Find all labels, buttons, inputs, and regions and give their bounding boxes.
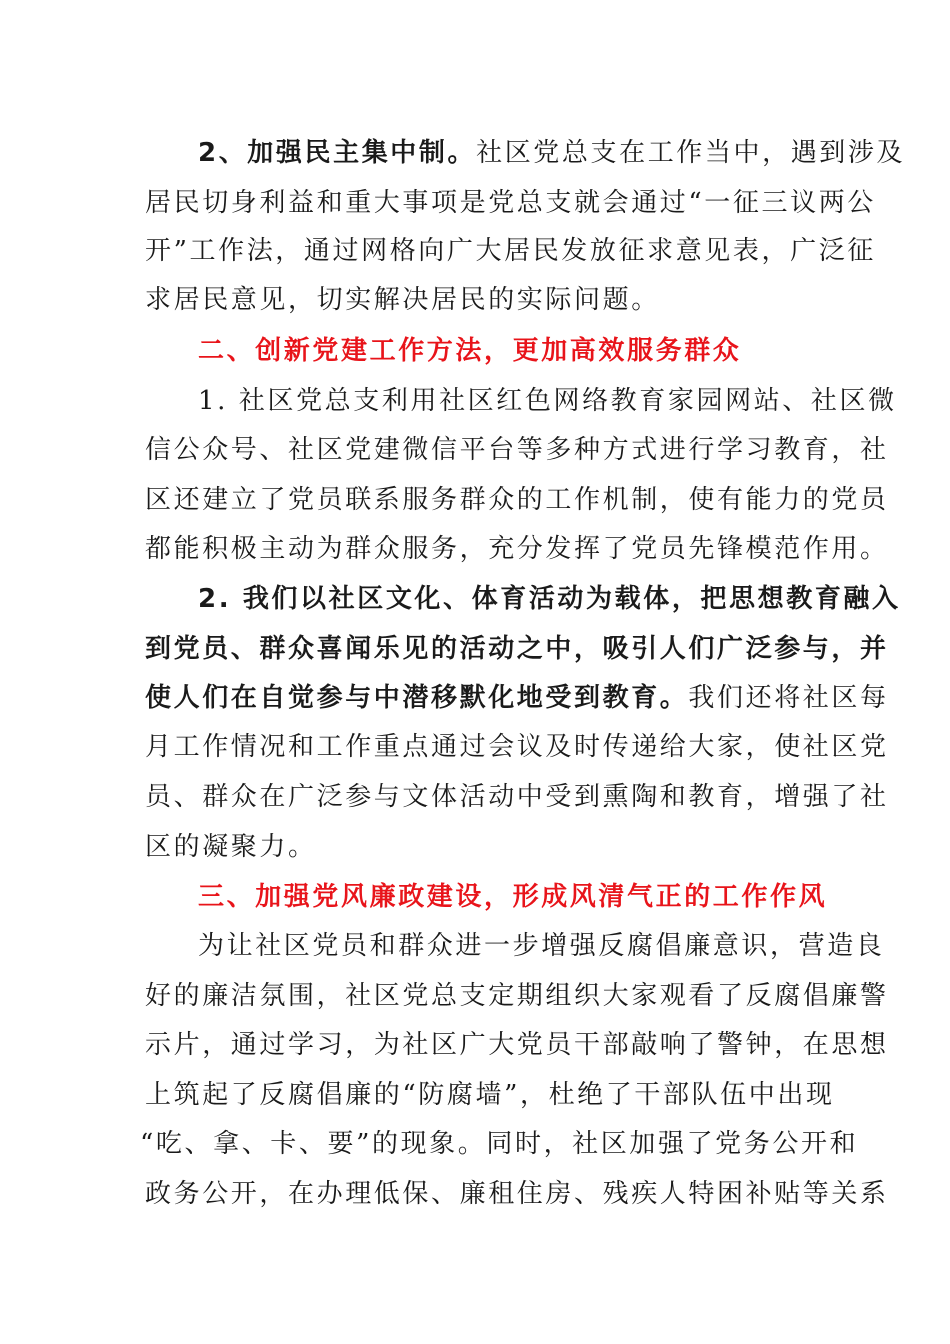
paragraph-line: 员、群众在广泛参与文体活动中受到熏陶和教育，增强了社: [145, 782, 889, 812]
paragraph-line: 都能积极主动为群众服务，充分发挥了党员先锋模范作用。: [145, 534, 889, 564]
paragraph-line: 示片，通过学习，为社区广大党员干部敲响了警钟，在思想: [145, 1030, 889, 1060]
paragraph-text: 我们还将社区每: [688, 683, 889, 713]
paragraph-line: 区还建立了党员联系服务群众的工作机制，使有能力的党员: [145, 485, 889, 515]
section-heading: 二、创新党建工作方法，更加高效服务群众: [198, 336, 742, 366]
paragraph-line: 好的廉洁氛围，社区党总支定期组织大家观看了反腐倡廉警: [145, 981, 889, 1011]
paragraph-line: 居民切身利益和重大事项是党总支就会通过“一征三议两公: [145, 188, 876, 218]
paragraph-lead: 2、加强民主集中制。: [198, 138, 477, 168]
paragraph-line: 区的凝聚力。: [145, 832, 317, 862]
paragraph-line: 信公众号、社区党建微信平台等多种方式进行学习教育，社: [145, 435, 889, 465]
paragraph-line: 为让社区党员和群众进一步增强反腐倡廉意识，营造良: [198, 931, 885, 961]
paragraph-line: 政务公开，在办理低保、廉租住房、残疾人特困补贴等关系: [145, 1179, 889, 1209]
paragraph-line: 求居民意见，切实解决居民的实际问题。: [145, 285, 660, 315]
paragraph-line: [0, 673, 950, 723]
paragraph-line: 到党员、群众喜闻乐见的活动之中，吸引人们广泛参与，并: [145, 634, 889, 664]
paragraph-line: 上筑起了反腐倡廉的“防腐墙”，杜绝了干部队伍中出现: [145, 1080, 835, 1110]
paragraph-bold-text: 使人们在自觉参与中潜移默化地受到教育。: [145, 683, 689, 713]
paragraph-line: 月工作情况和工作重点通过会议及时传递给大家，使社区党: [145, 732, 889, 762]
paragraph-text: 社区党总支在工作当中，遇到涉及: [476, 138, 906, 168]
paragraph-line: 开”工作法，通过网格向广大居民发放征求意见表，广泛征: [145, 236, 876, 266]
paragraph-line: 2. 我们以社区文化、体育活动为载体，把思想教育融入: [198, 584, 901, 614]
paragraph-line: “吃、拿、卡、要”的现象。同时，社区加强了党务公开和: [140, 1129, 859, 1159]
section-heading: 三、加强党风廉政建设，形成风清气正的工作作风: [198, 882, 828, 912]
paragraph-line: [0, 128, 950, 178]
paragraph-line: 1. 社区党总支利用社区红色网络教育家园网站、社区微: [198, 386, 897, 416]
